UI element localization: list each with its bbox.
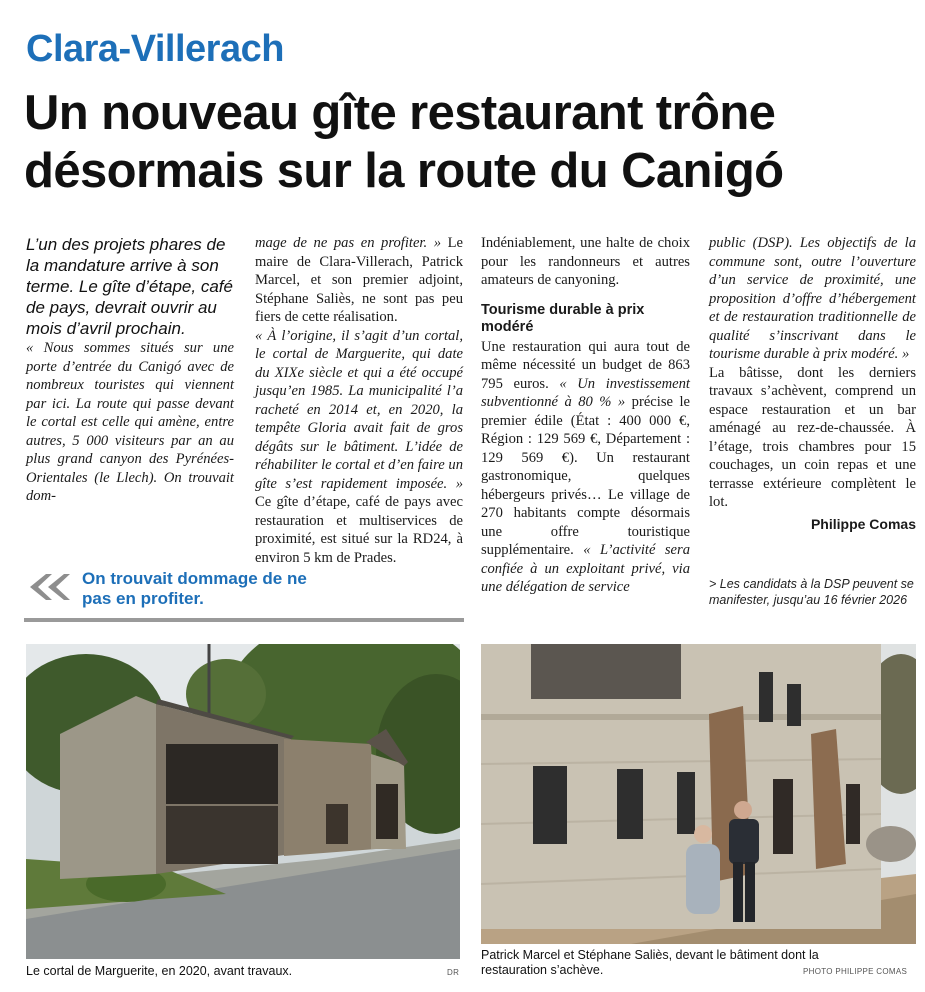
article-lead: L’un des projets phares de la mandature arrive à son terme. Le gîte d’étape, café de pays, devrait ouvrir au mois d’avril prochain. (26, 235, 233, 338)
author-signature: Philippe Comas (810, 515, 916, 532)
photo-old-cortal (26, 644, 460, 959)
article-column-3 (481, 234, 690, 597)
pull-quote (24, 566, 464, 626)
double-chevron-left-icon (26, 572, 72, 602)
photo-caption: Patrick Marcel et Stéphane Saliès, devant le bâtiment dont la restauration s’achève. (481, 948, 819, 977)
photo-renovated-building (481, 644, 916, 944)
paragraph: « Nous sommes situés sur une porte d’entrée du Canigó avec de nombreux touristes qui viennent par ici. La route qui passe devant le cortal est celle qui amène, entre autres, 5 000 visiteurs par an au plus grand canyon des Pyrénées-Orientales (le Llech). On trouvait dom- (26, 340, 234, 504)
paragraph-text: précise le premier édile (État : 400 000 €, Région : 129 569 €, Département : 129 569 €). Un restaurant gastronomique, quelques hébergeurs privés… Le village de 270 habitants compte désormais une offre touristique supplémentaire. (481, 394, 690, 558)
photo-caption: Le cortal de Marguerite, en 2020, avant travaux. (26, 964, 293, 978)
article-column-2 (255, 234, 463, 567)
quote-text: « Un investissement subventionné à 80 % » (481, 375, 690, 410)
quote-text: « À l’origine, il s’agit d’un cortal, le cortal de Marguerite, qui date du XIXe siècle et qui a été occupé jusqu’en 1985. La municipalité l’a racheté en 2014 et, en 2020, la tempête Gloria avait fait de gros dégâts sur le bâtiment. L’idée de réhabiliter le cortal et d’en faire un gîte s’est rapidement imposée. » (255, 327, 463, 492)
paragraph-text: Une restauration qui aura tout de même nécessité un budget de 863 795 euros. (481, 338, 690, 392)
paragraph-text: Ce gîte d’étape, café de pays avec restauration et multiservices de proximité, est situé sur la RD24, à environ 5 km de Prades. (255, 494, 463, 566)
pull-quote-text: On trouvait dommage de ne pas en profiter. (82, 569, 307, 608)
paragraph: La bâtisse, dont les derniers travaux s’achèvent, comprend un espace restauration et un bar aménagé au rez-de-chaussée. À l’étage, trois chambres pour 15 couchages, un coin repas et une terrasse extérieure complètent le lot. (709, 364, 916, 510)
photo-credit: PHOTO PHILIPPE COMAS (803, 967, 908, 976)
paragraph-text: Le maire de Clara-Villerach, Patrick Marcel, et son premier adjoint, Stéphane Saliès, ne sont pas peu fiers de cette réalisation. (255, 235, 463, 325)
subheading: Tourisme durable à prix modéré (481, 301, 645, 335)
article-column-4 (709, 234, 916, 533)
paragraph: Indéniablement, une halte de choix pour les randonneurs et autres amateurs de canyoning. (481, 235, 690, 288)
section-kicker: Clara-Villerach (26, 28, 284, 70)
headline: Un nouveau gîte restaurant trône désormais sur la route du Canigó (24, 86, 784, 198)
article-column-1 (26, 234, 234, 506)
paragraph: public (DSP). Les objectifs de la commune sont, outre l’ouverture d’un service de proximité, une proposition d’offre d’hébergement et de restauration traditionnelle de qualité s’inscrivant dans le tourisme durable à prix modéré. » (709, 235, 916, 362)
quote-text: mage de ne pas en profiter. » (255, 235, 442, 251)
quote-text: « L’activité sera confiée à un exploitant privé, via une délégation de service (481, 542, 691, 595)
divider (24, 618, 464, 622)
info-note: > Les candidats à la DSP peuvent se manifester, jusqu’au 16 février 2026 (709, 577, 914, 607)
photo-credit: DR (447, 968, 460, 977)
